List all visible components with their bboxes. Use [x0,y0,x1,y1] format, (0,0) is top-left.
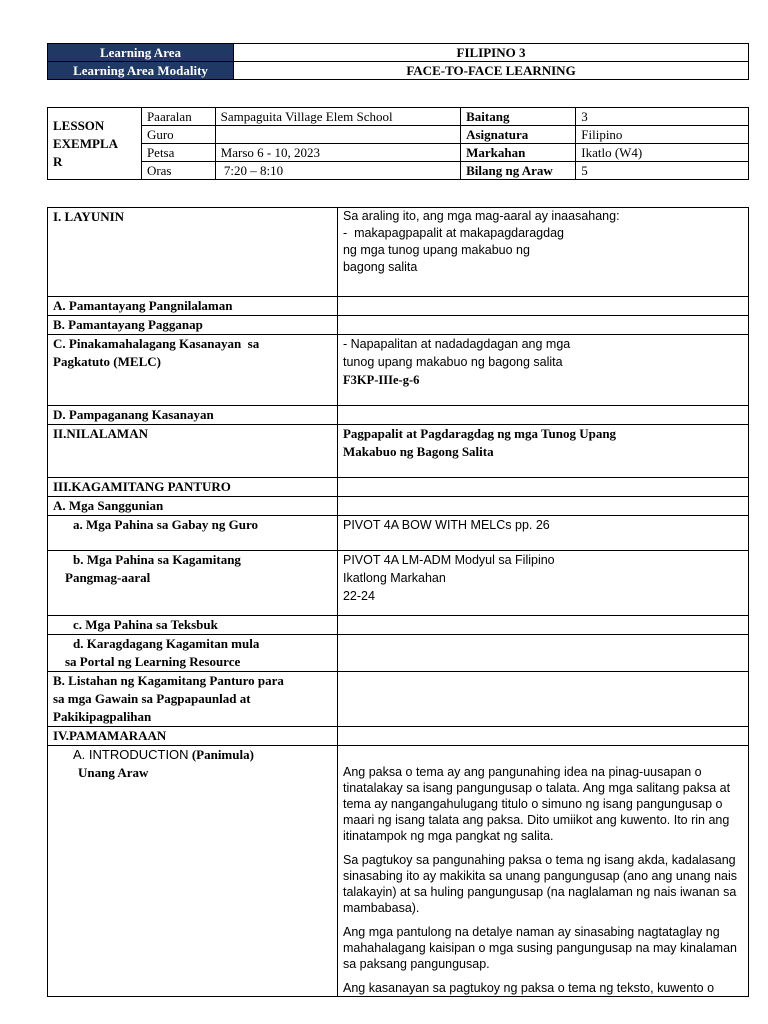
pamamaraan-content [337,727,748,746]
karagdagang-label-line: sa Portal ng Learning Resource [65,654,241,669]
teksbuk-label [48,616,338,635]
pamamaraan-row [48,727,749,746]
gabay-label-text: a. Mga Pahina sa Gabay ng Guro [73,517,259,532]
melc-label [48,335,338,406]
petsa-label: Petsa [141,144,215,162]
melc-row [48,335,749,406]
info-row [48,162,749,180]
teksbuk-label-text: c. Mga Pahina sa Teksbuk [73,617,218,632]
info-row [48,144,749,162]
layunin-label: I. LAYUNIN [48,208,338,297]
pangnilalaman-row [48,297,749,316]
pangmag-line: PIVOT 4A LM-ADM Modyul sa Filipino [342,553,555,567]
gabay-label [48,516,338,551]
markahan-value: Ikatlo (W4) [576,144,749,162]
nilalaman-line: Pagpapalit at Pagdaragdag ng mga Tunog Upang [342,426,617,441]
guro-value [215,126,460,144]
baitang-label: Baitang [461,108,576,126]
modality-label: Learning Area Modality [48,62,234,80]
karagdagang-content [337,635,748,672]
learning-area-value: FILIPINO 3 [234,44,749,62]
pangmag-line: 22-24 [342,589,375,603]
introduction-paragraph: Sa pagtukoy sa pangunahing paksa o tema ng isang akda, kadalasang sinasabing ito ay makikita sa unang pangungusap (ano ang unang nais talakayin) at sa huling pangungusap (na naglalaman ng nais iwanan sa mambabasa). [342,853,738,915]
karagdagang-row [48,635,749,672]
lesson-line: R [53,153,63,169]
modality-value: FACE-TO-FACE LEARNING [234,62,749,80]
introduction-day: Unang Araw [78,765,149,780]
teksbuk-content [337,616,748,635]
introduction-subtitle: (Panimula) [188,747,254,762]
bilang-ng-araw-label: Bilang ng Araw [461,162,576,180]
listahan-row [48,672,749,727]
baitang-value: 3 [576,108,749,126]
teksbuk-row [48,616,749,635]
pagganap-row [48,316,749,335]
layunin-line: ng mga tunog upang makabuo ng [342,243,530,257]
melc-content [337,335,748,406]
lesson-exemplar-label [48,108,142,180]
kagamitan-content [337,478,748,497]
asignatura-label: Asignatura [461,126,576,144]
karagdagang-label [48,635,338,672]
lesson-plan-table [47,207,749,997]
kagamitan-label: III.KAGAMITANG PANTURO [48,478,338,497]
pangmag-label-line: b. Mga Pahina sa Kagamitang [73,552,241,567]
gabay-value: PIVOT 4A BOW WITH MELCs pp. 26 [337,516,748,551]
info-row [48,108,749,126]
nilalaman-label: II.NILALAMAN [48,425,338,478]
pangmag-content [337,551,748,616]
pangmag-label-line: Pangmag-aaral [65,570,151,585]
listahan-label-line: B. Listahan ng Kagamitang Panturo para [53,673,284,688]
pangmag-label [48,551,338,616]
info-row [48,126,749,144]
learning-area-label: Learning Area [48,44,234,62]
pangmag-row [48,551,749,616]
lesson-info-table [47,107,749,180]
listahan-content [337,672,748,727]
introduction-paragraph: Ang kasanayan sa pagtukoy ng paksa o tema ng teksto, kuwento o [342,981,715,995]
pampaganang-row [48,406,749,425]
introduction-paragraph: Ang mga pantulong na detalye naman ay sinasabing nagtataglay ng mahahalagang kaisipan o mga susing pangungusap na may kinalaman sa paksang pangungusap. [342,925,738,971]
nilalaman-row [48,425,749,478]
listahan-label-line: sa mga Gawain sa Pagpapaunlad at [53,691,251,706]
pampaganang-label: D. Pampaganang Kasanayan [48,406,338,425]
pagganap-content [337,316,748,335]
paaralan-value: Sampaguita Village Elem School [215,108,460,126]
oras-label: Oras [141,162,215,180]
layunin-line: bagong salita [342,260,418,274]
sanggunian-label: A. Mga Sanggunian [48,497,338,516]
karagdagang-label-line: d. Karagdagang Kagamitan mula [73,636,260,651]
pangnilalaman-content [337,297,748,316]
learning-area-row [48,44,749,62]
listahan-label-line: Pakikipagpalihan [53,709,152,724]
markahan-label: Markahan [461,144,576,162]
melc-line: tunog upang makabuo ng bagong salita [342,355,563,369]
sanggunian-row [48,497,749,516]
paaralan-label: Paaralan [141,108,215,126]
gabay-row [48,516,749,551]
pangnilalaman-label: A. Pamantayang Pangnilalaman [48,297,338,316]
layunin-line: Sa araling ito, ang mga mag-aaral ay inaasahang: [342,209,620,223]
learning-area-table [47,43,749,80]
layunin-line: - makapagpapalit at makapagdaragdag [342,226,564,240]
pamamaraan-label: IV.PAMAMARAAN [48,727,338,746]
asignatura-value: Filipino [576,126,749,144]
introduction-heading [53,746,332,764]
introduction-title: A. INTRODUCTION [73,747,189,762]
listahan-label [48,672,338,727]
oras-value: 7:20 – 8:10 [215,162,460,180]
introduction-label [48,746,338,997]
melc-label-line: Pagkatuto (MELC) [53,354,161,369]
pampaganang-content [337,406,748,425]
melc-label-line: C. Pinakamahalagang Kasanayan sa [53,336,260,351]
introduction-content [337,746,748,997]
nilalaman-content [337,425,748,478]
layunin-content [337,208,748,297]
petsa-value: Marso 6 - 10, 2023 [215,144,460,162]
lesson-line: EXEMPLA [53,135,118,151]
layunin-row [48,208,749,297]
lesson-line: LESSON [53,117,105,133]
bilang-ng-araw-value: 5 [576,162,749,180]
introduction-row [48,746,749,997]
sanggunian-content [337,497,748,516]
melc-code: F3KP-IIIe-g-6 [342,373,420,387]
kagamitan-row [48,478,749,497]
pangmag-line: Ikatlong Markahan [342,571,446,585]
introduction-paragraph: Ang paksa o tema ay ang pangunahing idea na pinag-uusapan o tinatalakay sa isang pangungusap o talata. Ang mga salitang paksa at tema ay nangangahulugang titulo o simuno ng isang pangungusap o maari ng isang talata ang paksa. Dito umiikot ang kuwento. Ito rin ang itinatampok ng mga pangkat ng salita. [342,765,731,843]
pagganap-label: B. Pamantayang Pagganap [48,316,338,335]
modality-row [48,62,749,80]
nilalaman-line: Makabuo ng Bagong Salita [342,444,494,459]
melc-line: - Napapalitan at nadadagdagan ang mga [342,337,571,351]
guro-label: Guro [141,126,215,144]
